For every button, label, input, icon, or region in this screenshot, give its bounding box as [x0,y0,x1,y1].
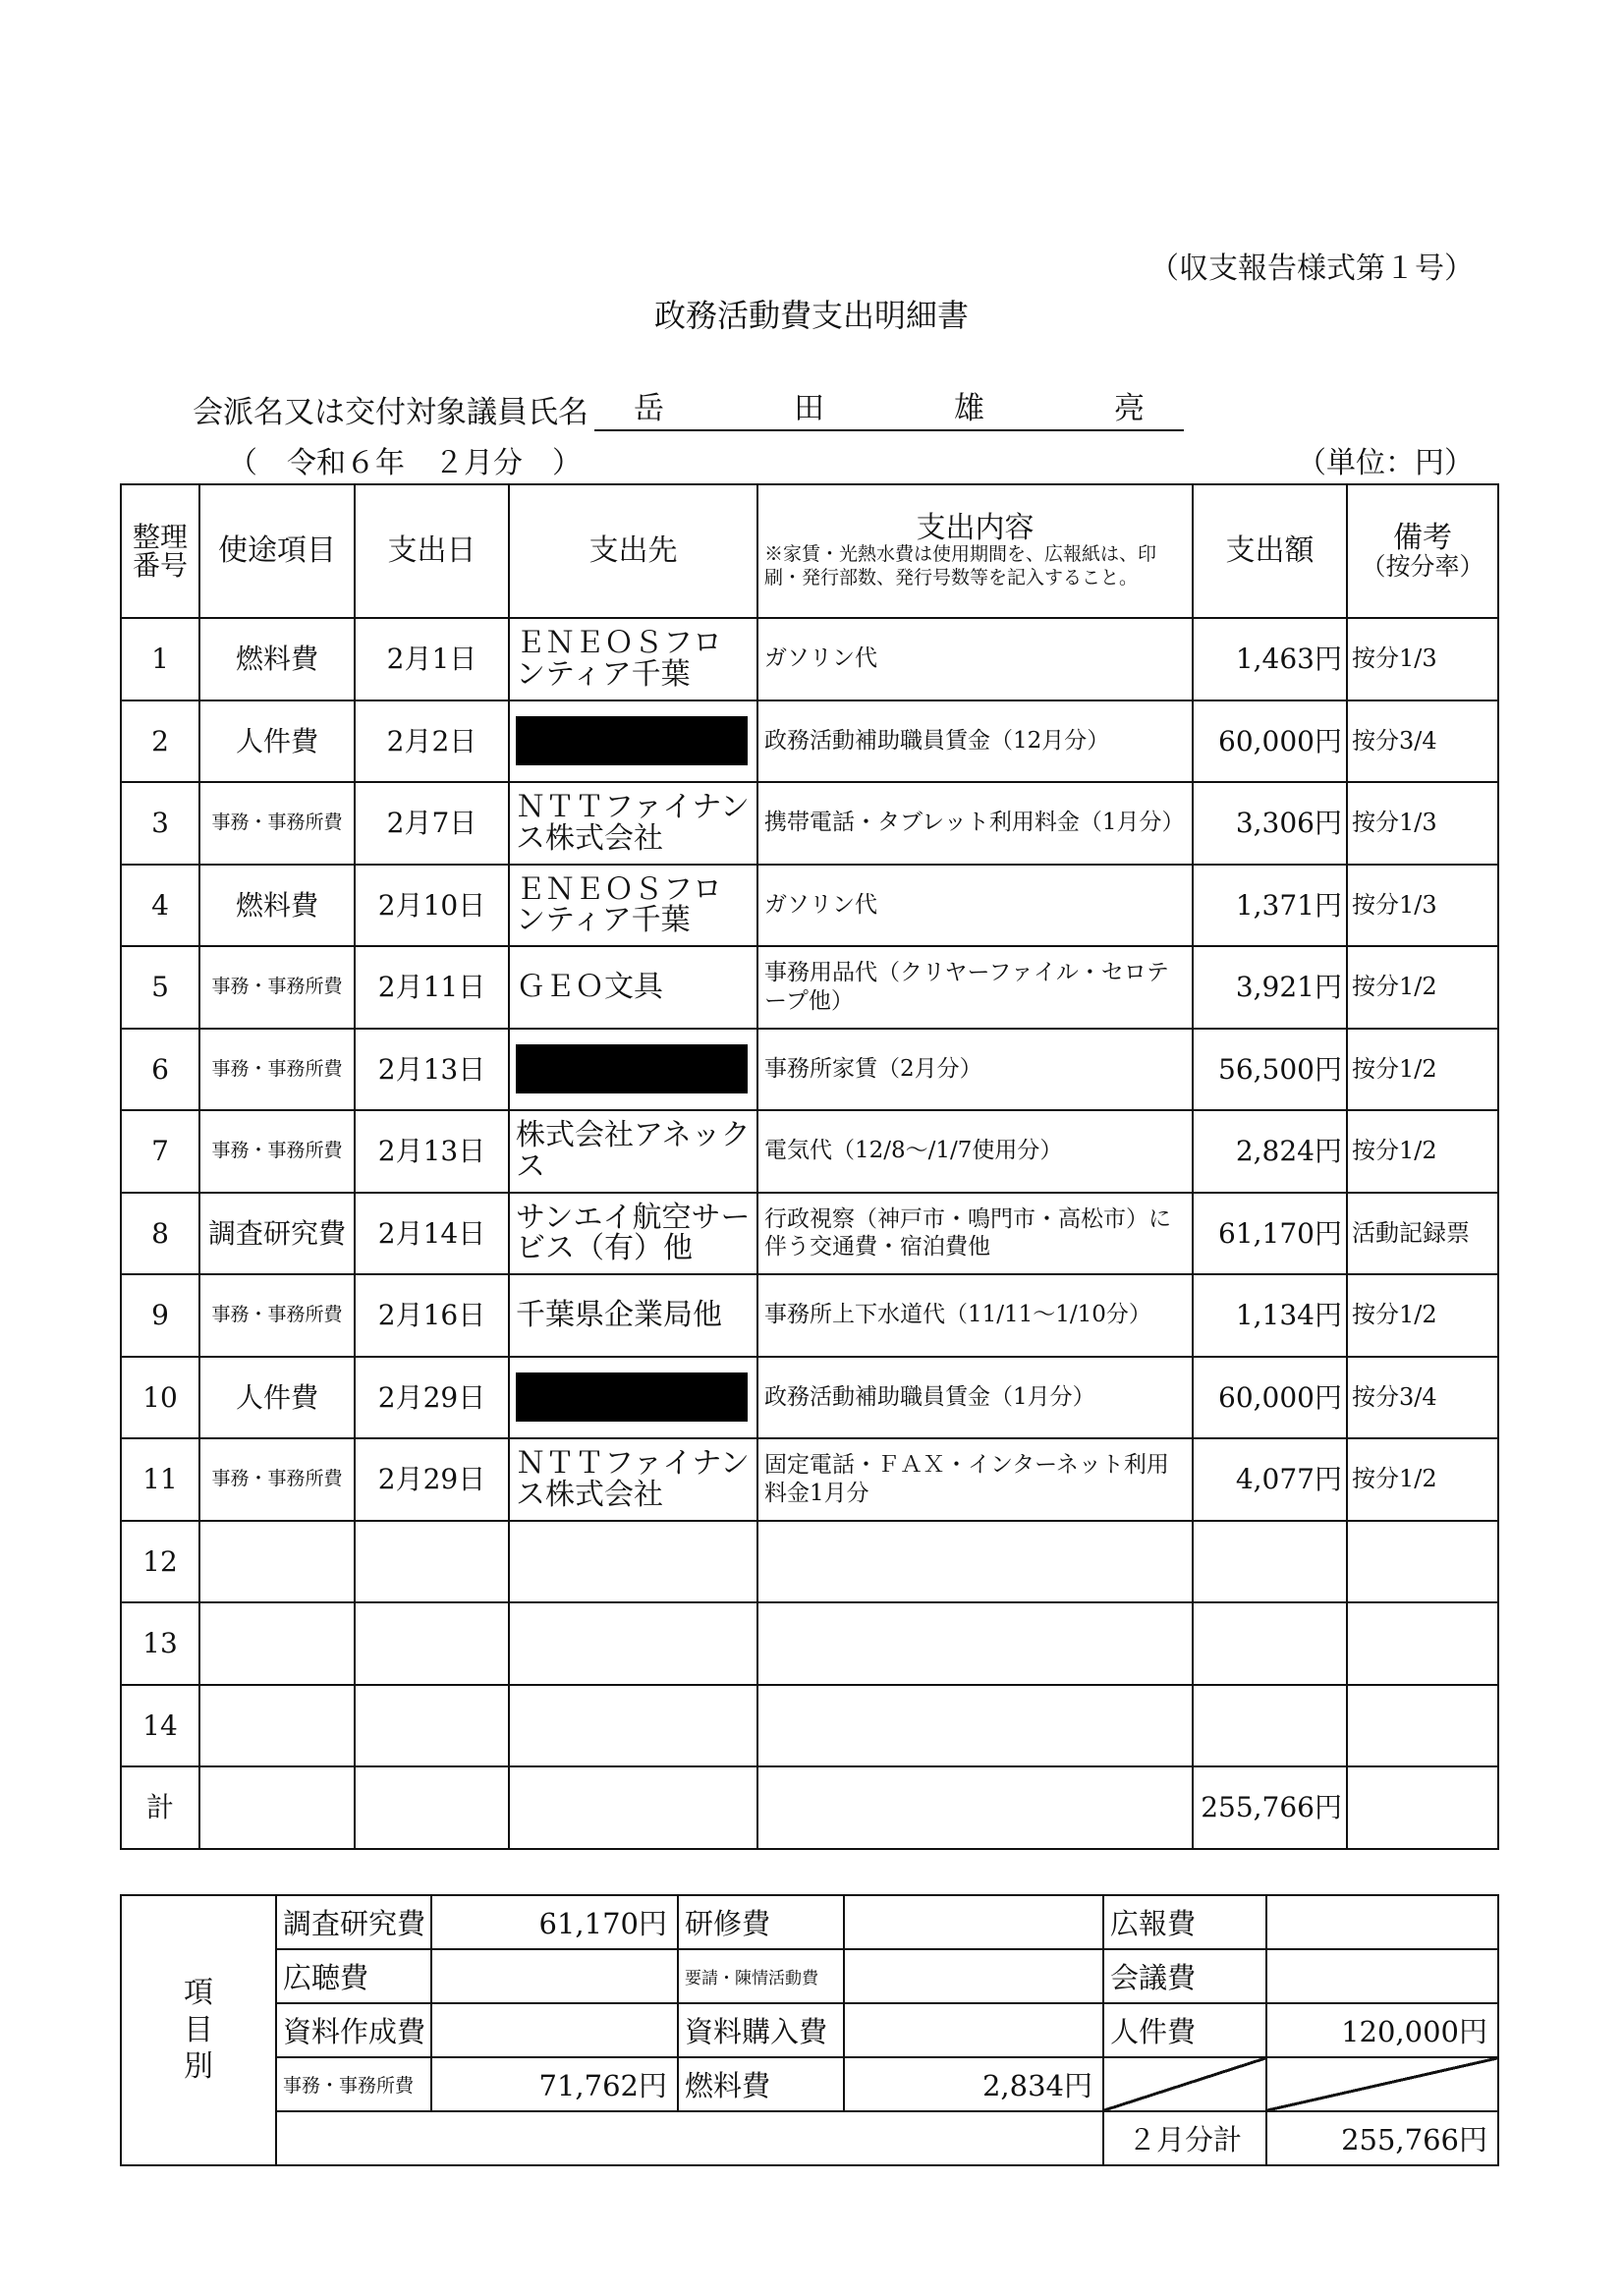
summary-amount-research: 61,170円 [431,1895,678,1949]
row-content [757,1602,1193,1685]
row-remarks: 按分1/3 [1347,865,1498,947]
row-content: 固定電話・ＦＡＸ・インターネット利用料金1月分 [757,1438,1193,1521]
row-category: 事務・事務所費 [199,1274,355,1357]
row-content [757,1521,1193,1603]
summary-label-pr: 広報費 [1103,1895,1266,1949]
summary-section-text: 項目別 [184,1976,213,2085]
row-number: 8 [121,1193,199,1275]
row-content [757,1685,1193,1767]
header-remarks [1347,484,1498,618]
redaction-block [516,716,748,765]
summary-month-total-label: ２月分計 [1103,2111,1266,2165]
member-name-char: 雄 [954,391,984,426]
row-number: 12 [121,1521,199,1603]
member-label: 会派名又は交付対象議員氏名 [193,395,588,430]
row-remarks: 按分1/2 [1347,1438,1498,1521]
row-payee: ＥＮＥＯＳフロンティア千葉 [509,865,757,947]
row-remarks: 活動記録票 [1347,1193,1498,1275]
row-date: 2月7日 [355,782,509,865]
row-number: 10 [121,1357,199,1439]
row-date: 2月1日 [355,618,509,700]
row-payee [509,1357,757,1439]
row-remarks: 按分1/3 [1347,782,1498,865]
total-amount: 255,766円 [1193,1766,1347,1849]
summary-month-total-amount: 255,766円 [1266,2111,1498,2165]
summary-amount-materials-creation [431,2003,678,2057]
row-category [199,1685,355,1767]
table-cell [355,1766,509,1849]
table-row [121,618,1498,700]
row-content: 政務活動補助職員賃金（12月分） [757,700,1193,783]
row-date: 2月14日 [355,1193,509,1275]
row-payee [509,1521,757,1603]
row-amount: 1,134円 [1193,1274,1347,1357]
row-remarks [1347,1602,1498,1685]
row-date: 2月11日 [355,946,509,1029]
summary-amount-hearing [431,1949,678,2003]
table-row [121,782,1498,865]
table-row [121,1357,1498,1439]
row-category: 燃料費 [199,865,355,947]
row-payee: 千葉県企業局他 [509,1274,757,1357]
row-remarks: 按分1/3 [1347,618,1498,700]
row-category: 人件費 [199,1357,355,1439]
redaction-block [516,1044,748,1093]
total-row [121,1766,1498,1849]
row-payee [509,1029,757,1111]
table-header-row [121,484,1498,618]
row-category: 人件費 [199,700,355,783]
row-number: 2 [121,700,199,783]
header-remarks-title: 備考 [1393,521,1452,556]
row-payee [509,700,757,783]
header-remarks-sub: （按分率） [1361,551,1484,581]
summary-row [121,1895,1498,1949]
summary-label-materials-creation: 資料作成費 [276,2003,431,2057]
summary-section-label [121,1895,276,2165]
row-amount [1193,1685,1347,1767]
row-content: 携帯電話・タブレット利用料金（1月分） [757,782,1193,865]
row-remarks [1347,1521,1498,1603]
row-date [355,1602,509,1685]
table-cell [199,1766,355,1849]
row-content: 電気代（12/8～/1/7使用分） [757,1110,1193,1193]
table-row [121,1602,1498,1685]
row-date: 2月10日 [355,865,509,947]
row-amount: 61,170円 [1193,1193,1347,1275]
row-amount: 56,500円 [1193,1029,1347,1111]
summary-blank-cell [276,2111,1103,2165]
summary-diagonal-cell [1103,2057,1266,2111]
summary-row [121,2003,1498,2057]
row-remarks: 按分1/2 [1347,1274,1498,1357]
row-number: 4 [121,865,199,947]
row-number: 5 [121,946,199,1029]
summary-label-personnel: 人件費 [1103,2003,1266,2057]
row-category: 事務・事務所費 [199,1110,355,1193]
row-amount: 3,306円 [1193,782,1347,865]
summary-amount-meeting [1266,1949,1498,2003]
header-no: 整理番号 [121,484,199,618]
row-amount: 2,824円 [1193,1110,1347,1193]
row-category: 燃料費 [199,618,355,700]
row-amount: 1,463円 [1193,618,1347,700]
document-title: 政務活動費支出明細書 [653,297,969,334]
row-payee: ＮＴＴファイナンス株式会社 [509,1438,757,1521]
summary-label-training: 研修費 [678,1895,844,1949]
row-date: 2月29日 [355,1438,509,1521]
row-amount: 4,077円 [1193,1438,1347,1521]
header-date: 支出日 [355,484,509,618]
row-content: ガソリン代 [757,618,1193,700]
row-date: 2月13日 [355,1110,509,1193]
table-row [121,946,1498,1029]
summary-label-meeting: 会議費 [1103,1949,1266,2003]
summary-label-petition: 要請・陳情活動費 [678,1949,844,2003]
row-amount [1193,1602,1347,1685]
row-date [355,1521,509,1603]
table-cell [1347,1766,1498,1849]
summary-amount-materials-purchase [844,2003,1103,2057]
period: （ 令和６年 ２月分 ） [228,446,582,480]
member-name-char: 岳 [634,391,664,426]
summary-label-office: 事務・事務所費 [276,2057,431,2111]
row-number: 13 [121,1602,199,1685]
summary-table [120,1894,1499,2166]
header-payee: 支出先 [509,484,757,618]
row-content: 行政視察（神戸市・鳴門市・高松市）に伴う交通費・宿泊費他 [757,1193,1193,1275]
row-category: 事務・事務所費 [199,1029,355,1111]
unit-label: （単位：円） [1297,446,1474,480]
row-date: 2月13日 [355,1029,509,1111]
header-content-title: 支出内容 [916,510,1035,545]
table-row [121,865,1498,947]
summary-amount-pr [1266,1895,1498,1949]
row-remarks: 按分3/4 [1347,1357,1498,1439]
row-amount: 60,000円 [1193,1357,1347,1439]
header-content-note: ※家賃・光熱水費は使用期間を、広報紙は、印刷・発行部数、発行号数等を記入すること。 [764,543,1157,588]
row-amount: 60,000円 [1193,700,1347,783]
header-category: 使途項目 [199,484,355,618]
summary-amount-petition [844,1949,1103,2003]
table-row [121,1438,1498,1521]
table-cell [509,1766,757,1849]
summary-row [121,1949,1498,2003]
summary-label-fuel: 燃料費 [678,2057,844,2111]
summary-amount-personnel: 120,000円 [1266,2003,1498,2057]
table-row [121,700,1498,783]
table-row [121,1110,1498,1193]
row-category [199,1602,355,1685]
row-number: 7 [121,1110,199,1193]
row-remarks: 按分1/2 [1347,1029,1498,1111]
summary-label-materials-purchase: 資料購入費 [678,2003,844,2057]
member-row [193,383,1184,431]
table-row [121,1193,1498,1275]
member-name [594,383,1184,431]
row-number: 14 [121,1685,199,1767]
row-category: 事務・事務所費 [199,1438,355,1521]
row-date: 2月16日 [355,1274,509,1357]
row-remarks: 按分1/2 [1347,946,1498,1029]
row-content: 事務用品代（クリヤーファイル・セロテープ他） [757,946,1193,1029]
member-name-char: 田 [794,391,824,426]
header-content [757,484,1193,618]
row-amount: 1,371円 [1193,865,1347,947]
row-content: 事務所上下水道代（11/11～1/10分） [757,1274,1193,1357]
summary-label-research: 調査研究費 [276,1895,431,1949]
table-row [121,1521,1498,1603]
row-remarks [1347,1685,1498,1767]
row-payee [509,1685,757,1767]
table-row [121,1274,1498,1357]
summary-amount-training [844,1895,1103,1949]
row-remarks: 按分1/2 [1347,1110,1498,1193]
row-number: 3 [121,782,199,865]
row-amount: 3,921円 [1193,946,1347,1029]
row-content: 事務所家賃（2月分） [757,1029,1193,1111]
redaction-block [516,1372,748,1422]
table-row [121,1029,1498,1111]
row-number: 1 [121,618,199,700]
row-payee: サンエイ航空サービス（有）他 [509,1193,757,1275]
summary-row [121,2111,1498,2165]
summary-label-hearing: 広聴費 [276,1949,431,2003]
row-date: 2月29日 [355,1357,509,1439]
row-number: 6 [121,1029,199,1111]
row-payee [509,1602,757,1685]
form-number: （収支報告様式第１号） [1149,252,1474,286]
total-label: 計 [121,1766,199,1849]
row-content: 政務活動補助職員賃金（1月分） [757,1357,1193,1439]
row-payee: ＮＴＴファイナンス株式会社 [509,782,757,865]
row-payee: ＥＮＥＯＳフロンティア千葉 [509,618,757,700]
member-name-char: 亮 [1114,391,1145,426]
row-content: ガソリン代 [757,865,1193,947]
row-date: 2月2日 [355,700,509,783]
row-category: 調査研究費 [199,1193,355,1275]
row-category [199,1521,355,1603]
summary-amount-fuel: 2,834円 [844,2057,1103,2111]
row-date [355,1685,509,1767]
row-number: 11 [121,1438,199,1521]
table-cell [757,1766,1193,1849]
summary-amount-office: 71,762円 [431,2057,678,2111]
header-amount: 支出額 [1193,484,1347,618]
row-category: 事務・事務所費 [199,782,355,865]
row-payee: 株式会社アネックス [509,1110,757,1193]
summary-diagonal-cell [1266,2057,1498,2111]
row-amount [1193,1521,1347,1603]
table-row [121,1685,1498,1767]
summary-row [121,2057,1498,2111]
row-number: 9 [121,1274,199,1357]
row-category: 事務・事務所費 [199,946,355,1029]
row-remarks: 按分3/4 [1347,700,1498,783]
expense-rows [121,618,1498,1766]
expense-table [120,483,1499,1850]
row-payee: ＧＥＯ文具 [509,946,757,1029]
